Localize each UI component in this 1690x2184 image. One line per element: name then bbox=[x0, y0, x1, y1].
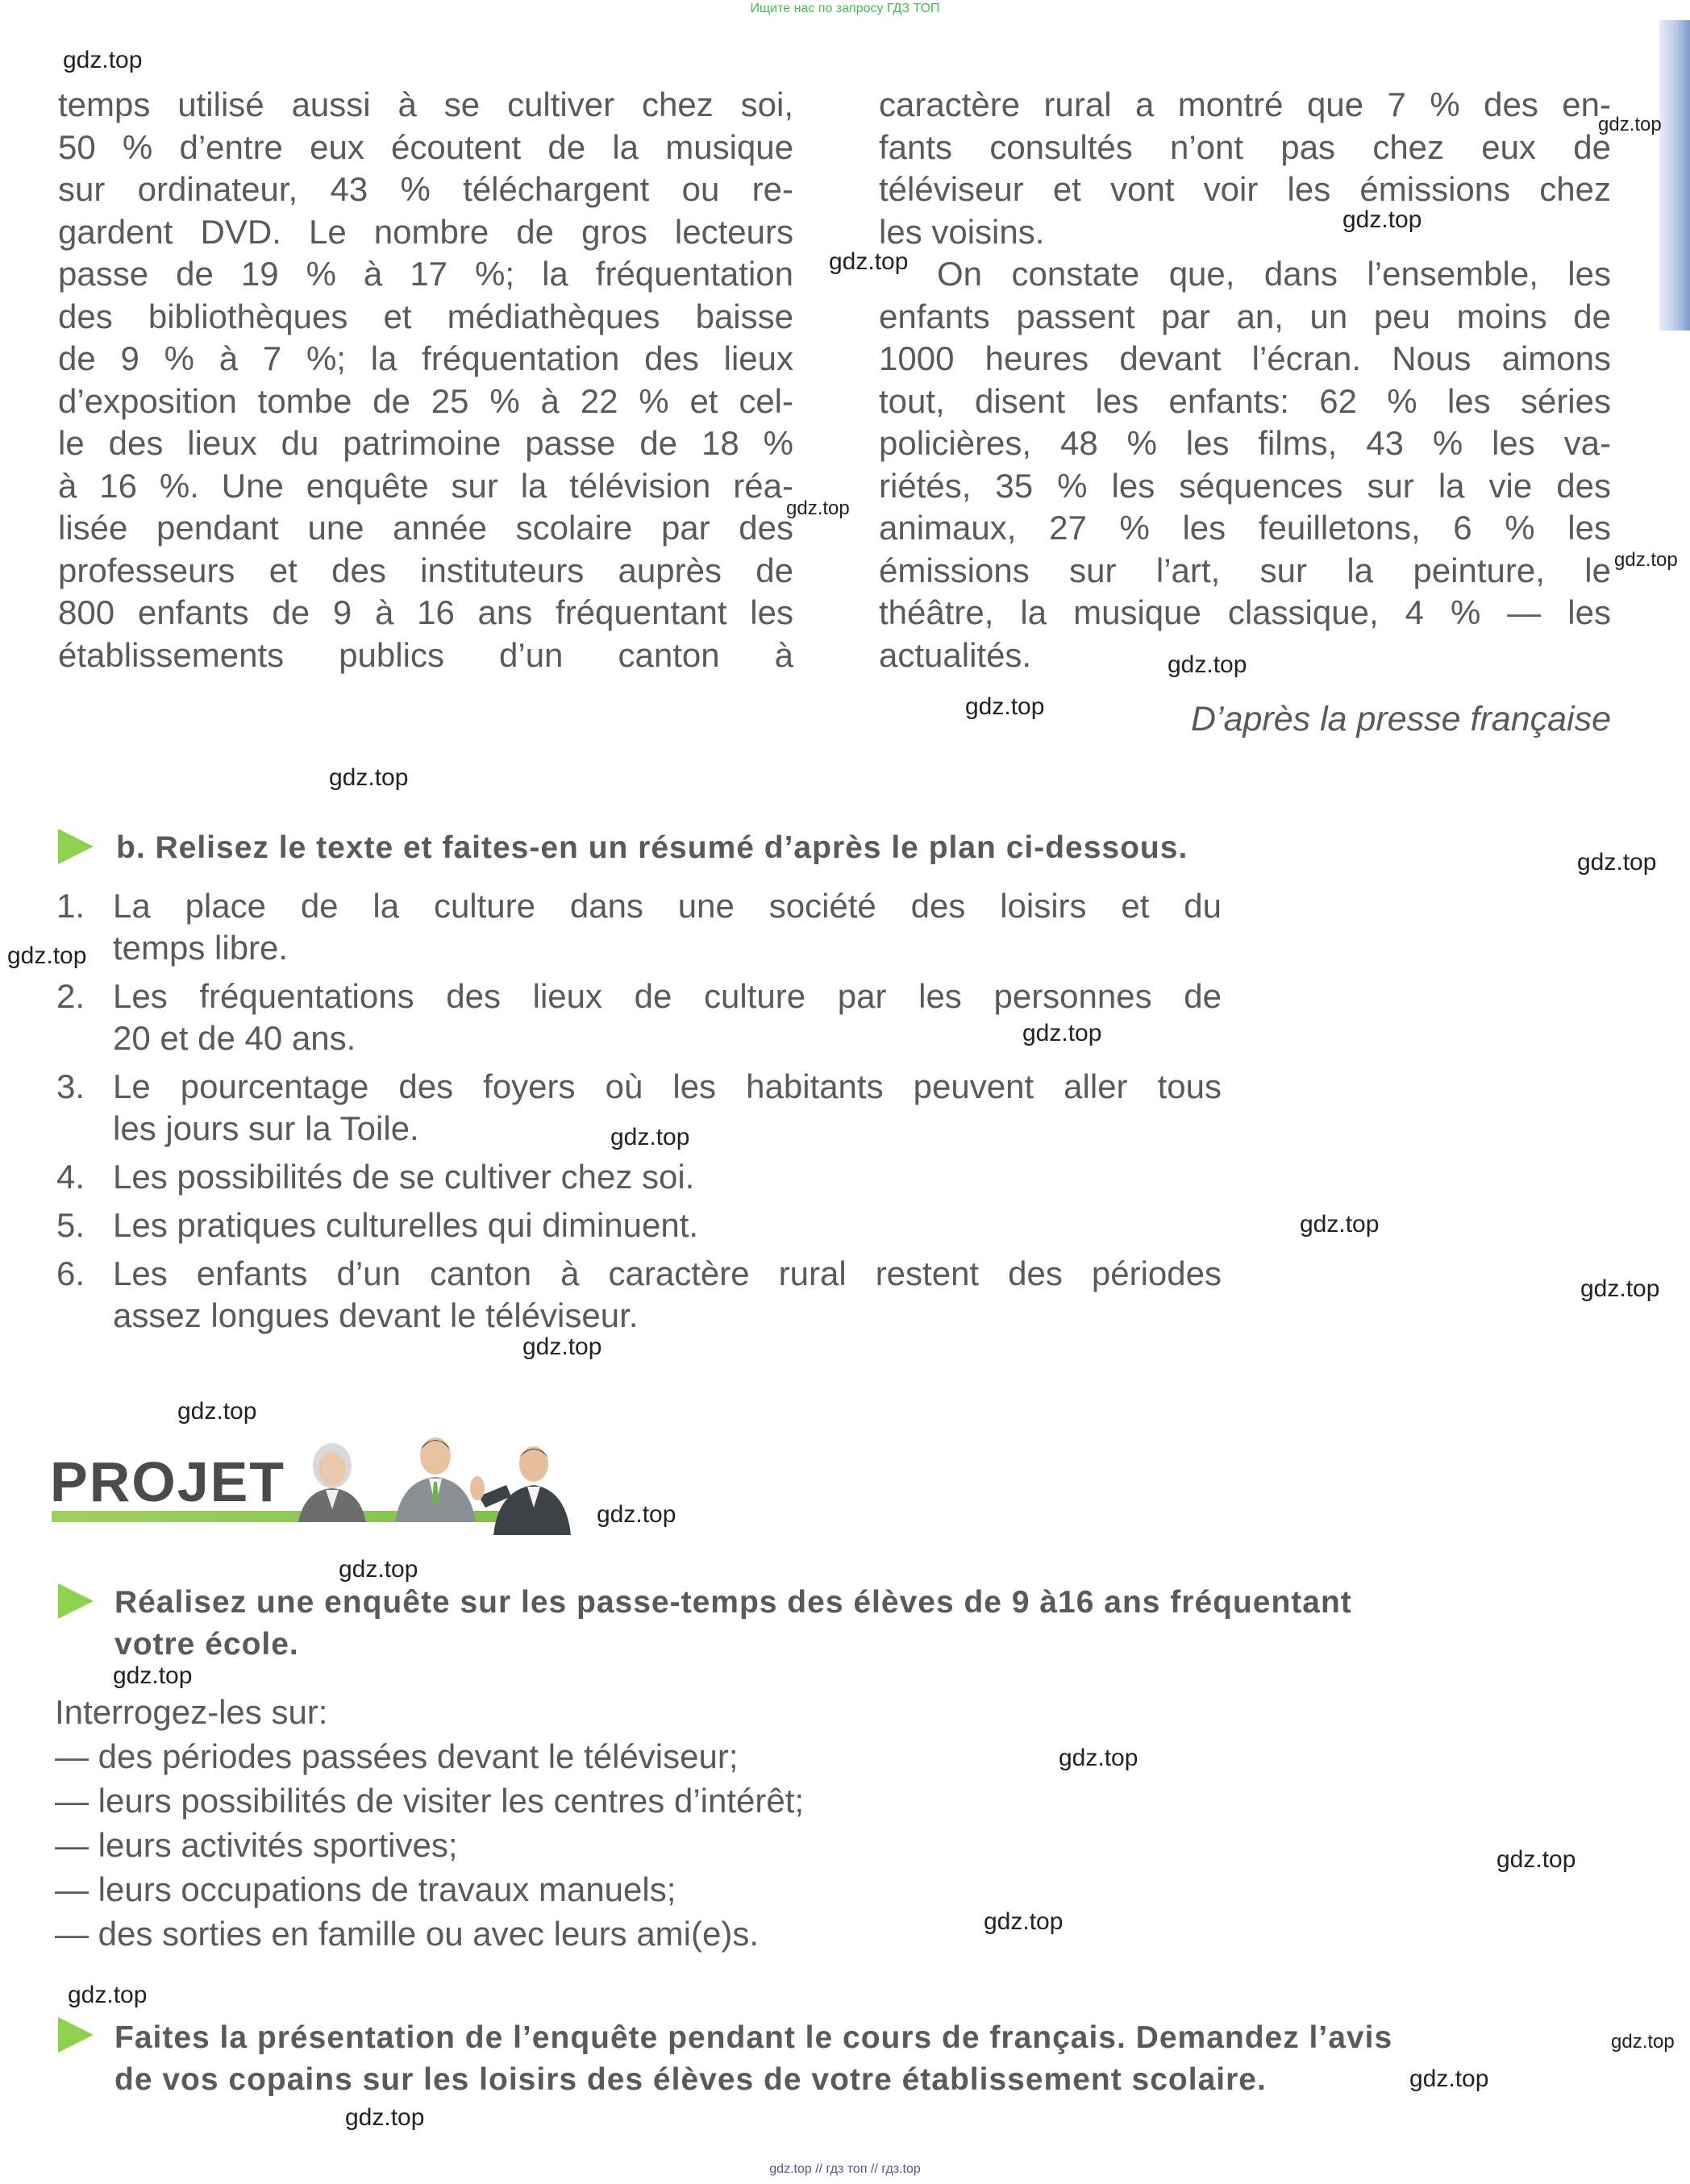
article-line: professeurs et des instituteurs auprès de bbox=[58, 551, 793, 589]
article-line: établissements publics d’un canton à bbox=[58, 635, 793, 674]
article-line: gardent DVD. Le nombre de gros lecteurs bbox=[58, 212, 793, 251]
article-line: temps utilisé aussi à se cultiver chez soi, bbox=[58, 85, 793, 123]
survey-item: — des sorties en famille ou avec leurs ami(e)s. bbox=[55, 1915, 759, 1953]
article-line: de 9 % à 7 %; la fréquentation des lieux bbox=[58, 339, 793, 377]
watermark: gdz.top bbox=[1300, 1211, 1380, 1238]
list-item bbox=[56, 1204, 1222, 1246]
survey-questions bbox=[55, 1690, 804, 1956]
article-line: 1000 heures devant l’écran. Nous aimons bbox=[879, 339, 1611, 377]
watermark: gdz.top bbox=[1168, 651, 1247, 678]
watermark: gdz.top bbox=[1022, 1020, 1102, 1046]
list-item-line: Les possibilités de se cultiver chez soi. bbox=[113, 1158, 695, 1196]
article-line: enfants passent par an, un peu moins de bbox=[879, 297, 1611, 335]
list-item-line: 20 et de 40 ans. bbox=[113, 1019, 356, 1057]
watermark: gdz.top bbox=[1496, 1846, 1576, 1873]
article-line: lisée pendant une année scolaire par des bbox=[58, 509, 793, 547]
page-edge-decoration bbox=[1659, 20, 1690, 331]
watermark: gdz.top bbox=[7, 942, 87, 969]
article-line: les voisins. bbox=[879, 212, 1045, 251]
watermark: gdz.top bbox=[522, 1333, 602, 1360]
watermark: gdz.top bbox=[1342, 206, 1422, 233]
list-item-number: 1. bbox=[56, 887, 85, 925]
watermark: gdz.top bbox=[597, 1501, 676, 1528]
article-line: riétés, 35 % les séquences sur la vie des bbox=[879, 466, 1611, 505]
article-right-column bbox=[879, 84, 1611, 676]
meeting-people-illustration bbox=[292, 1432, 610, 1541]
watermark: gdz.top bbox=[68, 1982, 148, 2008]
play-arrow-icon bbox=[58, 829, 94, 864]
list-item-line: assez longues devant le téléviseur. bbox=[113, 1296, 639, 1334]
article-line: passe de 19 % à 17 %; la fréquentation bbox=[58, 255, 793, 293]
article-line: émissions sur l’art, sur la peinture, le bbox=[879, 551, 1611, 589]
watermark: gdz.top bbox=[1611, 2031, 1675, 2053]
survey-intro: Interrogez-les sur: bbox=[55, 1693, 328, 1731]
article-line: policières, 48 % les films, 43 % les va- bbox=[879, 424, 1611, 462]
article-line: des bibliothèques et médiathèques baisse bbox=[58, 297, 793, 335]
play-arrow-icon bbox=[58, 1583, 94, 1619]
watermark: gdz.top bbox=[829, 248, 909, 275]
article-line: théâtre, la musique classique, 4 % — les bbox=[879, 593, 1611, 631]
watermark: gdz.top bbox=[1598, 114, 1662, 135]
projet-banner bbox=[50, 1432, 560, 1541]
watermark: gdz.top bbox=[113, 1662, 193, 1689]
task-line: votre école. bbox=[114, 1627, 299, 1662]
watermark: gdz.top bbox=[610, 1124, 690, 1150]
article-line: 50 % d’entre eux écoutent de la musique bbox=[58, 127, 793, 166]
list-item-number: 4. bbox=[56, 1158, 85, 1196]
watermark: gdz.top bbox=[339, 1556, 418, 1583]
play-arrow-icon bbox=[58, 2017, 94, 2053]
watermark: gdz.top bbox=[1409, 2065, 1489, 2092]
list-item bbox=[56, 1156, 1222, 1198]
watermark: gdz.top bbox=[1614, 549, 1678, 571]
article-line: téléviseur et vont voir les émissions chez bbox=[879, 170, 1611, 208]
survey-item: — leurs occupations de travaux manuels; bbox=[55, 1870, 676, 1908]
watermark: gdz.top bbox=[965, 693, 1045, 720]
list-item-line: temps libre. bbox=[113, 929, 289, 967]
project-task-heading bbox=[114, 1582, 1566, 1666]
survey-item: — leurs possibilités de visiter les centres d’intérêt; bbox=[55, 1782, 805, 1820]
list-item-number: 3. bbox=[56, 1067, 85, 1105]
bottom-banner: gdz.top // гдз топ // гдз.top bbox=[769, 2162, 921, 2176]
article-line: tout, disent les enfants: 62 % les séries bbox=[879, 381, 1611, 420]
article-line: à 16 %. Une enquête sur la télévision réa- bbox=[58, 466, 793, 505]
list-item-line: les jours sur la Toile. bbox=[113, 1109, 419, 1147]
task-line: Faites la présentation de l’enquête pendant le cours de français. Demandez l’avis bbox=[114, 2020, 1393, 2055]
task-b-heading: b. Relisez le texte et faites-en un résumé d’après le plan ci-dessous. bbox=[116, 830, 1188, 865]
task-line: de vos copains sur les loisirs des élèves de votre établissement scolaire. bbox=[114, 2062, 1267, 2097]
list-item bbox=[56, 1253, 1222, 1337]
watermark: gdz.top bbox=[63, 47, 143, 73]
watermark: gdz.top bbox=[345, 2104, 425, 2131]
article-line: caractère rural a montré que 7 % des en- bbox=[879, 85, 1611, 123]
task-line: Réalisez une enquête sur les passe-temps des élèves de 9 à16 ans fréquentant bbox=[114, 1585, 1352, 1620]
article-line: On constate que, dans l’ensemble, les bbox=[937, 255, 1611, 293]
watermark: gdz.top bbox=[177, 1398, 257, 1425]
watermark: gdz.top bbox=[1580, 1275, 1660, 1302]
survey-item: — des périodes passées devant le téléviseur; bbox=[55, 1737, 739, 1775]
article-line: animaux, 27 % les feuilletons, 6 % les bbox=[879, 509, 1611, 547]
article-source: D’après la presse française bbox=[1190, 700, 1611, 738]
top-banner: Ищите нас по запросу ГДЗ ТОП bbox=[750, 2, 940, 15]
list-item-number: 6. bbox=[56, 1254, 85, 1292]
list-item-line: Les fréquentations des lieux de culture par les personnes de bbox=[113, 977, 1222, 1015]
list-item-line: La place de la culture dans une société des loisirs et du bbox=[113, 887, 1222, 925]
presentation-task-heading bbox=[114, 2017, 1566, 2101]
article-line: 800 enfants de 9 à 16 ans fréquentant les bbox=[58, 593, 793, 631]
list-item-line: Le pourcentage des foyers où les habitants peuvent aller tous bbox=[113, 1067, 1222, 1105]
article-line: sur ordinateur, 43 % téléchargent ou re- bbox=[58, 170, 793, 208]
list-item-line: Les pratiques culturelles qui diminuent. bbox=[113, 1206, 699, 1244]
watermark: gdz.top bbox=[984, 1908, 1064, 1935]
watermark: gdz.top bbox=[1577, 849, 1657, 876]
watermark: gdz.top bbox=[1059, 1745, 1138, 1771]
watermark: gdz.top bbox=[786, 497, 850, 519]
article-line: d’exposition tombe de 25 % à 22 % et cel- bbox=[58, 381, 793, 420]
list-item-line: Les enfants d’un canton à caractère rural restent des périodes bbox=[113, 1254, 1222, 1292]
article-left-column bbox=[58, 84, 793, 676]
summary-plan-list bbox=[56, 885, 1222, 1343]
article-line: le des lieux du patrimoine passe de 18 % bbox=[58, 424, 793, 462]
survey-item: — leurs activités sportives; bbox=[55, 1826, 458, 1864]
list-item-number: 2. bbox=[56, 977, 85, 1015]
article-line: actualités. bbox=[879, 635, 1032, 674]
watermark: gdz.top bbox=[329, 764, 409, 791]
list-item-number: 5. bbox=[56, 1206, 85, 1244]
list-item bbox=[56, 885, 1222, 969]
projet-title: PROJET bbox=[50, 1450, 286, 1513]
article-line: fants consultés n’ont pas chez eux de bbox=[879, 127, 1611, 166]
